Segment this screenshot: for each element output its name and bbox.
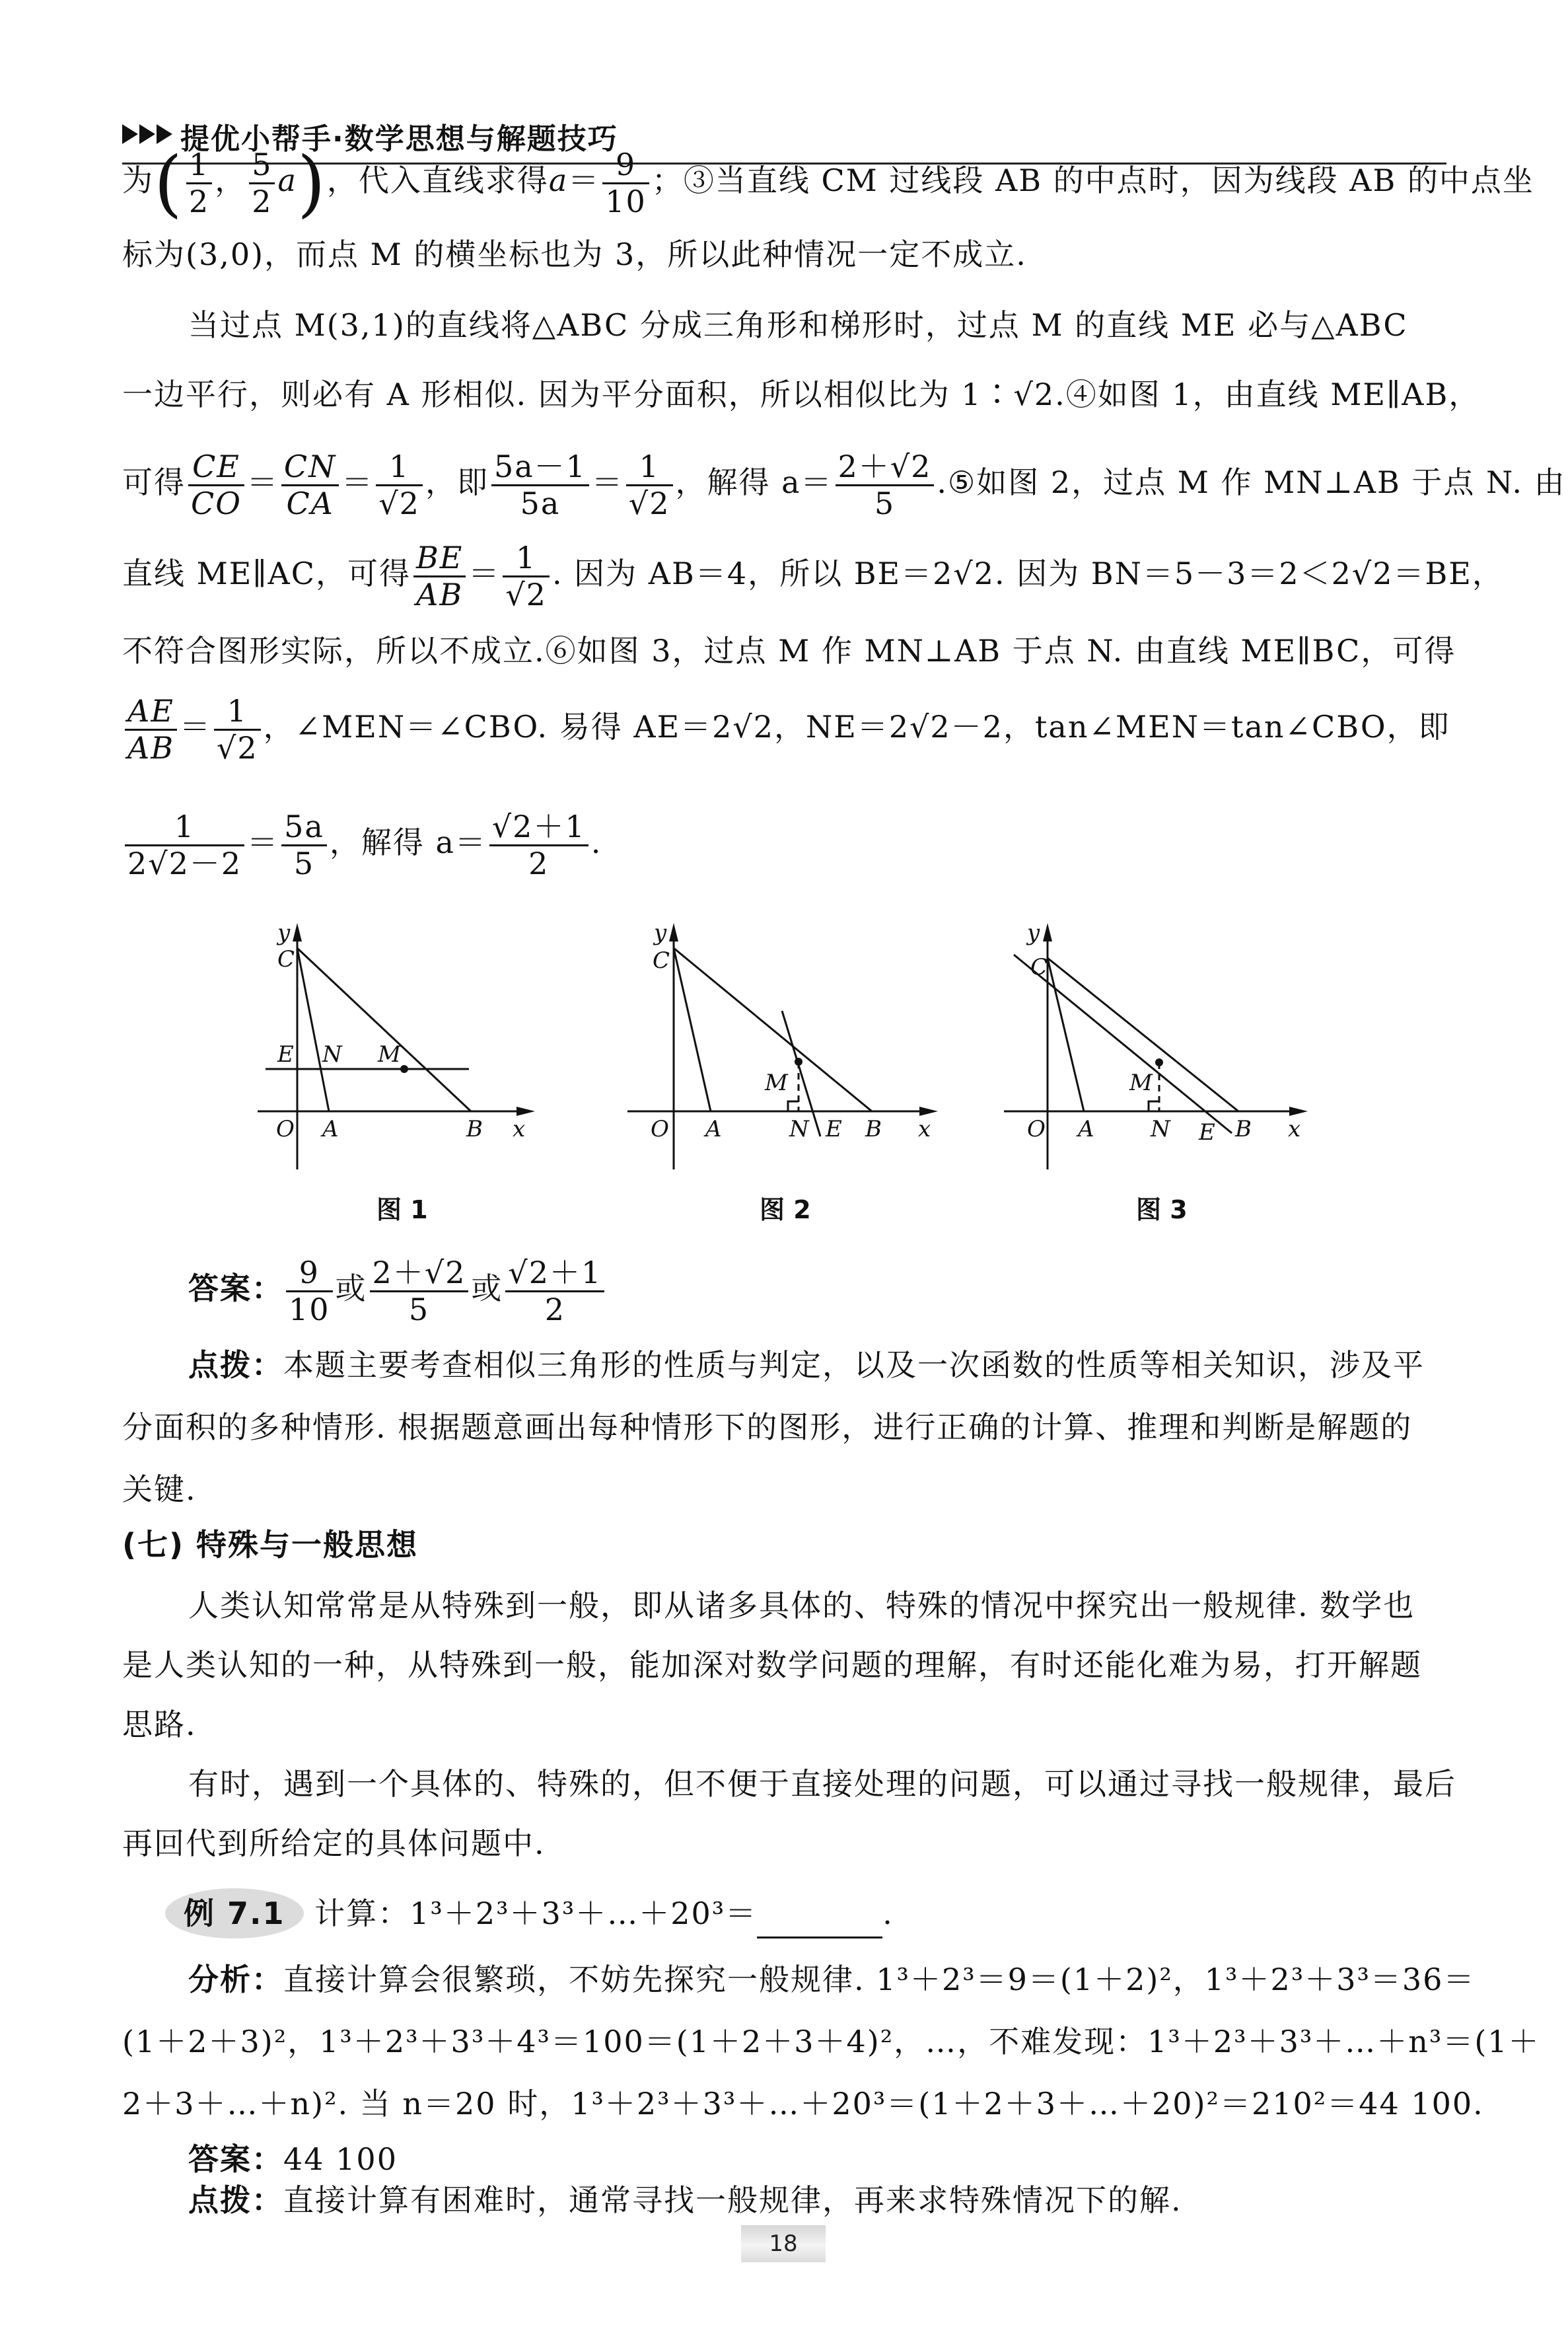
example-7-1-line: 例 7.1 计算：1³＋2³＋3³＋…＋20³＝ .	[165, 1888, 1489, 1938]
tip-line-2: 分面积的多种情形. 根据题意画出每种情形下的图形，进行正确的计算、推理和判断是解题的	[122, 1409, 1413, 1445]
paragraph-1-line-3: 思路.	[122, 1707, 197, 1742]
paragraph-2-line-2: 再回代到所给定的具体问题中.	[122, 1826, 546, 1861]
text-line-4: 一边平行，则必有 A 形相似. 因为平分面积，所以相似比为 1∶√2.④如图 1，由直线 ME∥AB，	[122, 377, 1481, 412]
circled-number: ④	[1065, 377, 1098, 412]
svg-text:E: E	[277, 1041, 294, 1068]
text-line-2: 标为(3,0)，而点 M 的横坐标也为 3，所以此种情况一定不成立.	[122, 237, 1027, 272]
svg-text:y: y	[1027, 920, 1040, 946]
paragraph-1-line-2: 是人类认知的一种，从特殊到一般，能加深对数学问题的理解，有时还能化难为易，打开解题	[122, 1647, 1422, 1683]
fraction: $\frac{5a-1}{5a}$	[491, 449, 589, 521]
fraction: $\frac{1}{√2}$	[376, 449, 423, 521]
analysis-line-3: 2＋3＋…＋n)². 当 n＝20 时，1³＋2³＋3³＋…＋20³＝(1＋2＋3＋…＋20)²＝210²＝44 100.	[122, 2086, 1484, 2122]
figure-2-caption: 图 2	[760, 1195, 811, 1224]
page-number: 18	[741, 2225, 826, 2262]
paragraph-2-line-1: 有时，遇到一个具体的、特殊的，但不便于直接处理的问题，可以通过寻找一般规律，最后	[188, 1766, 1456, 1802]
circled-number: ⑥	[545, 633, 577, 669]
header-title: 提优小帮手·数学思想与解题技巧	[180, 122, 618, 156]
paragraph-1-line-1: 人类认知常常是从特殊到一般，即从诸多具体的、特殊的情况中探究出一般规律. 数学也	[188, 1588, 1415, 1623]
svg-text:A: A	[322, 1116, 339, 1142]
circled-number: ⑤	[948, 464, 977, 500]
svg-text:B: B	[1235, 1116, 1252, 1142]
fraction: $\frac{9}{10}$	[602, 147, 649, 219]
circled-number: ③	[683, 163, 715, 198]
answer-blank	[757, 1910, 882, 1938]
fraction: $\frac{CN}{CA}$	[281, 449, 339, 521]
fraction: $\frac{CE}{CO}$	[188, 449, 244, 521]
svg-text:N: N	[322, 1041, 342, 1068]
svg-text:y: y	[654, 920, 667, 946]
section-heading: (七) 特殊与一般思想	[122, 1527, 419, 1563]
fraction: $\frac{9}{10}$	[286, 1255, 333, 1327]
fraction: $\frac{BE}{AB}$	[413, 540, 466, 612]
svg-text:N: N	[1151, 1116, 1170, 1142]
fraction: $\frac{5}{2}$	[249, 147, 275, 219]
answer-line-1: 答案： $\frac{9}{10}$ 或 $\frac{2+√2}{5}$ 或 $\frac{√2+1}{2}$	[188, 1245, 1446, 1331]
tip-label: 点拨：	[188, 2182, 283, 2218]
svg-text:A: A	[1078, 1116, 1094, 1142]
svg-text:B: B	[466, 1116, 483, 1142]
svg-text:O: O	[276, 1116, 295, 1142]
fraction: $\frac{√2+1}{2}$	[489, 809, 588, 881]
y-axis-arrow-icon	[293, 923, 302, 941]
svg-text:E: E	[1199, 1119, 1215, 1146]
fraction: $\frac{1}{√2}$	[214, 694, 261, 766]
tip-line-example: 点拨：直接计算有困难时，通常寻找一般规律，再来求特殊情况下的解.	[188, 2182, 1182, 2218]
figure-3-diagram	[997, 908, 1314, 1173]
figure-1-caption: 图 1	[376, 1195, 428, 1224]
analysis-line-2: (1＋2＋3)²，1³＋2³＋3³＋4³＝100＝(1＋2＋3＋4)²，…，不难发现：1³＋2³＋3³＋…＋n³＝(1＋	[122, 2024, 1540, 2059]
text-line-7: 不符合图形实际，所以不成立.⑥如图 3，过点 M 作 MN⊥AB 于点 N. 由直线 ME∥BC，可得	[122, 633, 1456, 669]
figure-2-diagram	[621, 908, 938, 1173]
fraction: $\frac{2+√2}{5}$	[836, 449, 935, 521]
example-badge: 例 7.1	[165, 1888, 304, 1938]
svg-text:x: x	[918, 1116, 931, 1142]
tip-line-1: 点拨：本题主要考查相似三角形的性质与判定，以及一次函数的性质等相关知识，涉及平	[188, 1347, 1425, 1383]
answer-value: 44 100	[283, 2141, 398, 2177]
svg-text:O: O	[651, 1116, 669, 1142]
fraction: $\frac{1}{2}$	[186, 147, 212, 219]
fraction: $\frac{√2+1}{2}$	[505, 1255, 604, 1327]
svg-text:M: M	[1129, 1070, 1153, 1096]
answer-label: 答案：	[188, 1271, 283, 1306]
fraction: $\frac{5a}{5}$	[281, 809, 327, 881]
svg-text:y: y	[277, 920, 291, 946]
text-line-5: 可得 $\frac{CE}{CO}$ ＝ $\frac{CN}{CA}$ ＝ $\frac{1}{√2}$ ，即 $\frac{5a-1}{5a}$ ＝ $\frac{1}{√2}$ ，解得 a＝ $\frac{2+√2}{5}$ .⑤如图 2，过点 M 作 MN⊥AB 于点 N. 由	[122, 448, 1566, 521]
fraction: $\frac{2+√2}{5}$	[370, 1255, 469, 1327]
svg-text:C: C	[1030, 954, 1048, 980]
point-m-dot	[400, 1065, 408, 1073]
text-line-6: 直线 ME∥AC，可得 $\frac{BE}{AB}$ ＝ $\frac{1}{√2}$ . 因为 AB＝4，所以 BE＝2√2. 因为 BN＝5－3＝2＜2√2＝BE，	[122, 539, 1504, 612]
svg-text:C: C	[277, 946, 295, 973]
svg-text:E: E	[826, 1116, 842, 1142]
figure-1-diagram	[251, 908, 555, 1173]
text-line-8: $\frac{AE}{AB}$ ＝ $\frac{1}{√2}$ ，∠MEN＝∠CBO. 易得 AE＝2√2，NE＝2√2－2，tan∠MEN＝tan∠CBO，即	[122, 681, 1446, 773]
tip-line-3: 关键.	[122, 1471, 197, 1507]
example-prompt: 计算：1³＋2³＋3³＋…＋20³＝	[314, 1896, 758, 1931]
svg-text:M: M	[378, 1041, 401, 1068]
fraction: $\frac{AE}{AB}$	[125, 694, 177, 766]
svg-text:O: O	[1027, 1116, 1046, 1142]
text-line-9: $\frac{1}{2√2-2}$ ＝ $\frac{5a}{5}$ ，解得 a＝ $\frac{√2+1}{2}$ .	[122, 796, 1446, 889]
svg-text:C: C	[653, 947, 670, 974]
text-line-3: 当过点 M(3,1)的直线将△ABC 分成三角形和梯形时，过点 M 的直线 ME 必与△ABC	[188, 307, 1408, 343]
analysis-label: 分析：	[188, 1962, 283, 1997]
fraction: $\frac{1}{√2}$	[626, 449, 673, 521]
text-line-1: 为( $\frac{1}{2}$ ， $\frac{5}{2}$ a)，代入直线求得a＝ $\frac{9}{10}$ ；③当直线 CM 过线段 AB 的中点时，因为线段 AB 的中点坐	[122, 141, 1534, 225]
x-axis-arrow-icon	[517, 1107, 535, 1116]
svg-text:x: x	[513, 1116, 526, 1142]
svg-text:x: x	[1288, 1116, 1301, 1142]
analysis-line-1: 分析：直接计算会很繁琐，不妨先探究一般规律. 1³＋2³＝9＝(1＋2)²，1³＋2³＋3³＝36＝	[188, 1962, 1476, 1997]
svg-text:A: A	[705, 1116, 722, 1142]
figure-3-caption: 图 3	[1136, 1195, 1188, 1224]
tip-label: 点拨：	[188, 1347, 283, 1383]
fraction: $\frac{1}{√2}$	[503, 540, 550, 612]
fraction: $\frac{1}{2√2-2}$	[125, 809, 244, 881]
answer-label: 答案：	[188, 2141, 283, 2177]
svg-text:N: N	[789, 1116, 809, 1142]
svg-text:M: M	[765, 1070, 788, 1096]
svg-text:B: B	[865, 1116, 882, 1142]
answer-line-2	[188, 2139, 1446, 2179]
